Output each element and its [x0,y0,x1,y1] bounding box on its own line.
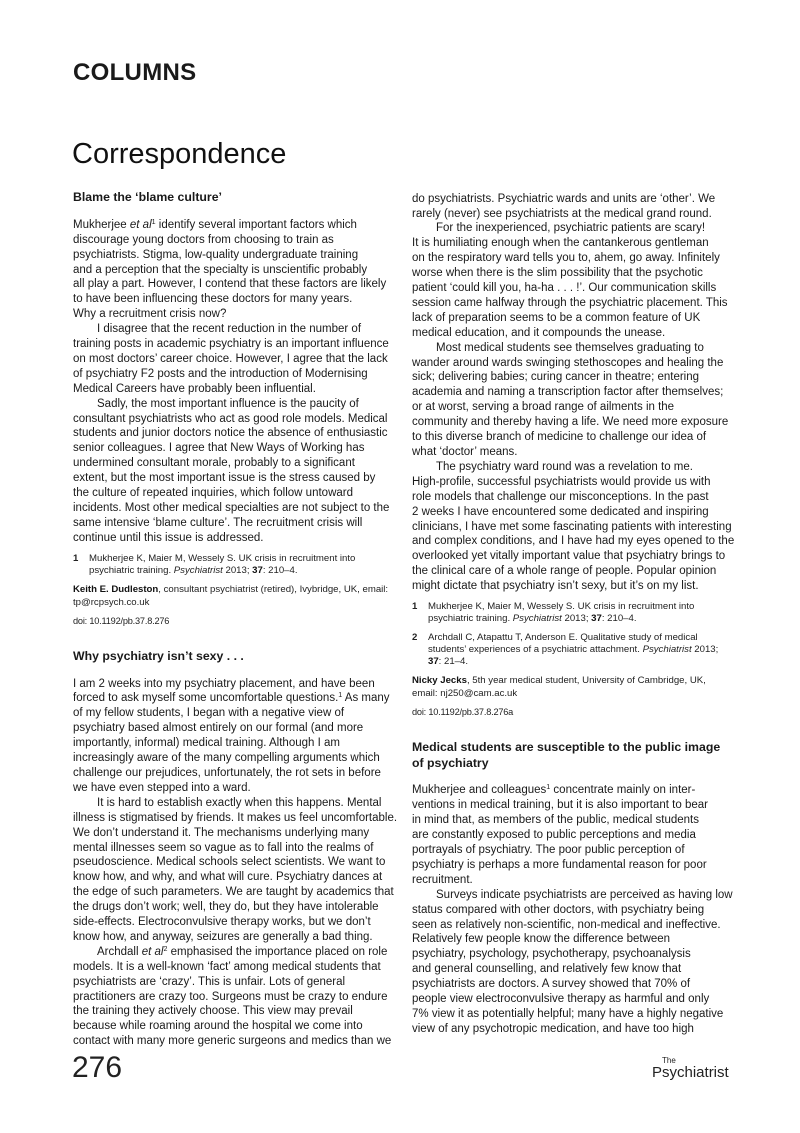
text-run: identify several important factors which [155,218,357,231]
text-run: concentrate mainly on inter- [550,784,696,797]
text-line: pseudoscience. Medical schools select scientists. We want to [73,856,386,869]
text-line: the clinical care of a whole range of people. Popular opinion [412,565,717,578]
text-line: rarely (never) see psychiatrists at the medical grand round. [412,207,712,220]
text-line: practitioners are crazy too. Surgeons must be crazy to endure [73,990,388,1003]
text-line: academia and naming a transcription factor after themselves; [412,386,724,399]
text-line: patient ‘could kill you, ha-ha . . . !’. Our communication skills [412,282,717,295]
doi-label: doi: 10.1192/pb.37.8.276 [73,615,170,626]
text-line: side-effects. Electroconvulsive therapy works, but we don’t [73,916,371,929]
text-run: 2013; [691,644,719,656]
body-paragraph [73,322,391,397]
italic-text: Psychiatrist [512,613,562,625]
reference-line [89,565,391,577]
bold-text: Keith E. Dudleston [73,583,159,595]
text-line: The psychiatry ward round was a revelation to me. [436,460,693,473]
text-line: we have even stepped into a ward. [73,781,251,794]
text-line: session came halfway through the psychiatric placement. This [412,296,728,309]
text-line: It is hard to establish exactly when this happens. Mental [97,796,382,809]
heading-line: Medical students are susceptible to the public image [412,740,721,755]
reference-item [412,601,730,625]
body-paragraph [412,236,730,340]
text-line: same intensive ‘blame culture’. The recruitment crisis will [73,516,363,529]
text-line: continue until this issue is addressed. [73,531,264,544]
text-line: senior colleagues. I agree that New Ways of Working has [73,442,365,455]
text-line: incidents. Most other medical specialties are not subject to the [73,502,390,515]
citation-superscript: 1 [546,783,551,792]
text-line: all play a part. However, I contend that these factors are likely [73,278,387,291]
body-paragraph [412,888,733,1037]
text-line: lack of preparation seems to be a common feature of UK [412,311,701,324]
text-line: to this diverse branch of medicine to challenge our idea of [412,431,707,444]
text-line [73,691,391,706]
page-number: 276 [72,1051,123,1084]
text-line: psychiatrists are ‘crazy’. This is unfair. Lots of general [73,975,346,988]
text-line: Surveys indicate psychiatrists are perceived as having low [436,888,733,901]
body-paragraph [73,218,391,322]
text-run: : 210–4. [262,564,298,576]
text-line: psychiatrists. Stigma, low-quality undergraduate training [73,248,359,261]
text-line: of my fellow students, I began with a negative view of [73,707,345,720]
text-line: I disagree that the recent reduction in the number of [97,323,362,336]
author-line: email: nj250@cam.ac.uk [412,688,518,700]
body-paragraph [412,221,730,236]
right-column [412,190,735,1037]
text-line: clinicians, I have met some fascinating patients with interesting [412,520,732,533]
text-line: contact with many more generic surgeons and medics than we [73,1035,392,1048]
text-line: might dictate that psychiatry isn’t sexy, but it’s on my list. [412,580,699,593]
text-line: High-profile, successful psychiatrists would provide us with [412,475,711,488]
body-paragraph [412,341,730,460]
text-line: It is humiliating enough when the cantankerous gentleman [412,237,709,250]
logo-name: Psychiatrist [652,1064,729,1081]
section-label: COLUMNS [73,59,197,86]
bold-text: 37 [428,656,439,668]
text-line: to have been influencing these doctors for many years. [73,293,353,306]
text-run: Mukherjee and colleagues [412,784,547,797]
page-title: Correspondence [72,138,287,170]
text-line: We don’t understand it. The mechanisms underlying many [73,826,370,839]
text-line: wander around wards swinging stethoscopes and healing the [412,356,724,369]
text-line: models. It is a well-known ‘fact’ among medical students that [73,960,381,973]
text-line: extent, but the most important issue is the stress caused by [73,472,376,485]
text-line: and complex conditions, and I have had my eyes opened to the [412,535,735,548]
journal-logo [652,1056,729,1082]
body-paragraph [412,460,735,594]
text-line: do psychiatrists. Psychiatric wards and units are ‘other’. We [412,192,716,205]
text-run: forced to ask myself some uncomfortable questions. [73,692,339,705]
logo-the: The [662,1056,676,1065]
text-line: medical education, and it compounds the unease. [412,326,666,339]
citation-superscript: 2 [163,944,168,953]
reference-line: Mukherjee K, Maier M, Wessely S. UK crisis in recruitment into [428,601,695,613]
bold-text: Nicky Jecks [412,675,467,687]
heading-line: Blame the ‘blame culture’ [73,190,222,204]
text-run: Mukherjee [73,218,130,231]
reference-line [428,656,730,668]
text-line [73,218,391,233]
reference-number: 1 [412,601,418,613]
author-affiliation [73,583,391,609]
text-line: 2 weeks I have encountered some dedicated and inspiring [412,505,709,518]
body-paragraph [73,397,391,546]
text-run: emphasised the importance placed on role [167,945,388,958]
text-run: : 210–4. [601,613,637,625]
reference-item [73,553,391,577]
text-line: Most medical students see themselves graduating to [436,341,704,354]
italic-text: Psychiatrist [173,564,223,576]
text-line: mental illnesses seem so vague as to fall into the realms of [73,841,374,854]
body-paragraph [73,796,398,945]
text-line: on most doctors’ career choice. However, I agree that the lack [73,352,388,365]
text-line: training posts in academic psychiatry is an important influence [73,338,389,351]
text-line: of psychiatry F2 posts and the introduction of Modernising [73,367,368,380]
text-line: Medical Careers have probably been influential. [73,382,316,395]
text-line: community and thereby having a life. We need more exposure [412,416,729,429]
text-run: As many [342,692,390,705]
text-line [412,783,730,798]
text-line: the culture of repeated inquiries, which follow untoward [73,487,353,500]
article-heading [73,649,391,665]
text-line: Why a recruitment crisis now? [73,308,227,321]
text-line: know how, and anyway, seizures are generally a bad thing. [73,930,373,943]
text-run: students’ experiences of a psychiatric attachment. [428,644,643,656]
text-line: importantly, informal) medical training. Although I am [73,737,340,750]
text-line: portrayals of psychiatry. The poor public perception of [412,843,685,856]
text-run: , consultant psychiatrist (retired), Ivybridge, UK, email: [158,583,389,595]
reference-item [412,632,730,668]
text-line: psychiatry is perhaps a more fundamental reason for poor [412,858,707,871]
reference-line: Mukherjee K, Maier M, Wessely S. UK crisis in recruitment into [89,552,356,564]
heading-line: of psychiatry [412,755,489,770]
author-line: tp@rcpsych.co.uk [73,596,150,608]
text-line: the edge of such parameters. We are taught by academics that [73,886,394,899]
text-line: seen as relatively non-scientific, non-medical and ineffective. [412,918,721,931]
text-line: Sadly, the most important influence is the paucity of [97,397,359,410]
text-line: ventions in medical training, but it is also important to bear [412,799,708,812]
text-line: sick; delivering babies; curing cancer in theatre; entering [412,371,700,384]
text-line: discourage young doctors from choosing to train as [73,233,334,246]
author-line [73,583,391,596]
text-line: psychiatrists are doctors. A survey showed that 70% of [412,978,691,991]
text-run: , 5th year medical student, University of Cambridge, UK, [466,675,706,687]
reference-line: Archdall C, Atapattu T, Anderson E. Qualitative study of medical [428,632,698,644]
reference-number: 2 [412,632,418,644]
bold-text: 37 [591,613,602,625]
text-line: I am 2 weeks into my psychiatry placement, and have been [73,677,375,690]
text-line: illness is stigmatised by friends. It makes us feel uncomfortable. [73,811,398,824]
text-line: role models that challenge our misconceptions. In the past [412,490,709,503]
citation-superscript: 1 [338,691,343,700]
italic-text: et al [141,945,164,958]
citation-superscript: 1 [151,217,156,226]
text-line: worse when there is the slim possibility that the psychotic [412,267,703,280]
text-line: recruitment. [412,873,473,886]
text-run: psychiatric training. [428,613,513,625]
text-line: in mind that, as members of the public, medical students [412,814,700,827]
body-paragraph [73,945,391,1049]
text-line: the training they actively choose. This view may prevail [73,1005,353,1018]
text-line: psychiatry, psychology, psychotherapy, psychoanalysis [412,948,691,961]
text-line: know how, and why, and what will cure. Psychiatry dances at [73,871,383,884]
author-line [412,674,730,687]
text-run: Archdall [97,945,142,958]
text-line: are constantly exposed to public perceptions and media [412,829,696,842]
text-line: people view electroconvulsive therapy as harmful and only [412,993,710,1006]
doi-label: doi: 10.1192/pb.37.8.276a [412,707,514,718]
text-line: what ‘doctor’ means. [412,446,518,458]
text-line: because while roaming around the hospital we come into [73,1020,363,1033]
reference-line [428,644,730,656]
text-line: students and junior doctors notice the absence of enthusiastic [73,427,388,440]
italic-text: et al [129,218,152,231]
text-line: challenge our prejudices, unfortunately, the rot sets in before [73,766,381,779]
text-line: undermined consultant morale, probably to a significant [73,457,355,470]
text-line [73,945,391,960]
left-column [73,190,398,1049]
text-run: : 21–4. [438,656,469,668]
heading-line: Why psychiatry isn’t sexy . . . [73,648,244,663]
text-line: Relatively few people know the difference between [412,933,671,946]
italic-text: Psychiatrist [642,644,692,656]
body-paragraph [412,192,730,222]
text-line: view of any psychotropic medication, and have too high [412,1022,694,1035]
text-line: or at worst, serving a broad range of ailments in the [412,401,675,414]
text-line: status compared with other doctors, with psychiatry being [412,903,705,916]
text-run: 2013; [222,564,253,576]
article-heading [412,740,730,771]
text-line: on the respiratory ward tells you to, ahem, go away. Infinitely [412,252,720,265]
reference-number: 1 [73,552,79,564]
text-line: overlooked yet vitally important value that psychiatry brings to [412,550,726,563]
text-line: 7% view it as potentially helpful; many have a highly negative [412,1007,724,1020]
bold-text: 37 [252,564,263,576]
text-run: psychiatric training. [89,564,174,576]
text-line: For the inexperienced, psychiatric patients are scary! [436,222,706,235]
text-run: 2013; [561,613,592,625]
text-line: increasingly aware of the many compelling arguments which [73,752,380,765]
text-line: consultant psychiatrists who act as good role models. Medical [73,412,388,425]
text-line: the drugs don’t work; well, they do, but they have intolerable [73,901,379,914]
article-heading [73,190,391,206]
body-paragraph [412,783,730,887]
text-line: psychiatry based almost entirely on our formal (and more [73,722,364,735]
body-paragraph [73,677,391,796]
author-affiliation [412,674,730,700]
text-line: and general counselling, and relatively few know that [412,963,682,976]
text-line: and a perception that the specialty is unscientific probably [73,263,368,276]
reference-line [428,613,730,625]
